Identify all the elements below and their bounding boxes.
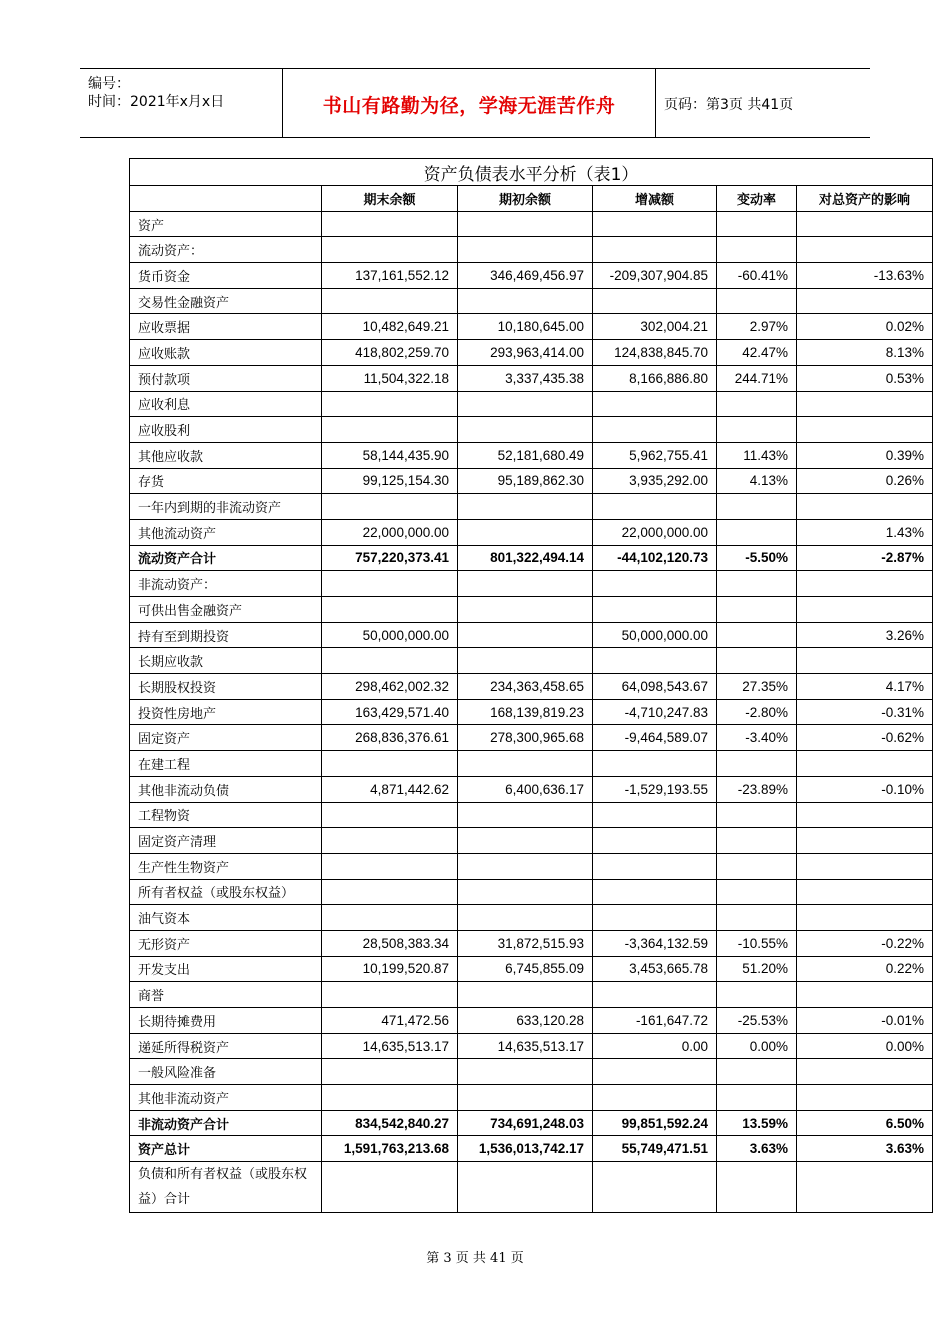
table-cell — [458, 879, 593, 905]
table-cell — [797, 1059, 933, 1085]
table-cell: 801,322,494.14 — [458, 545, 593, 571]
table-cell — [458, 622, 593, 648]
table-cell — [593, 905, 717, 931]
table-cell — [717, 1162, 797, 1213]
header-meta-cell — [80, 69, 283, 137]
table-cell — [593, 571, 717, 597]
table-cell — [458, 597, 593, 623]
table-cell: 27.35% — [717, 674, 797, 700]
table-cell: 0.00% — [797, 1033, 933, 1059]
table-cell — [593, 391, 717, 417]
table-cell — [322, 879, 458, 905]
table-cell: 1.43% — [797, 519, 933, 545]
page-footer: 第 3 页 共 41 页 — [426, 1251, 524, 1266]
table-cell: -60.41% — [717, 263, 797, 289]
table-cell — [458, 237, 593, 263]
table-cell — [593, 417, 717, 443]
table-cell: 3,453,665.78 — [593, 956, 717, 982]
table-cell — [717, 571, 797, 597]
header-motto: 书山有路勤为径，学海无涯苦作舟 — [322, 95, 616, 117]
table-row — [130, 751, 933, 777]
table-cell — [797, 1085, 933, 1111]
column-header: 期初余额 — [458, 186, 593, 212]
table-cell: 244.71% — [717, 365, 797, 391]
table-cell: -3,364,132.59 — [593, 930, 717, 956]
table-cell — [458, 1059, 593, 1085]
table-row — [130, 314, 933, 340]
table-row — [130, 699, 933, 725]
table-cell: 6.50% — [797, 1110, 933, 1136]
table-cell — [458, 1162, 593, 1213]
table-cell — [458, 648, 593, 674]
table-cell: 298,462,002.32 — [322, 674, 458, 700]
table-cell — [322, 905, 458, 931]
table-cell — [717, 417, 797, 443]
table-cell: -13.63% — [797, 263, 933, 289]
table-cell — [797, 494, 933, 520]
table-cell — [717, 211, 797, 237]
table-cell — [797, 417, 933, 443]
table-cell: 3,337,435.38 — [458, 365, 593, 391]
row-label: 非流动资产： — [130, 571, 322, 597]
table-cell — [593, 597, 717, 623]
table-row — [130, 956, 933, 982]
table-cell — [458, 828, 593, 854]
table-row — [130, 211, 933, 237]
table-row — [130, 905, 933, 931]
table-cell: 8.13% — [797, 340, 933, 366]
table-cell: 95,189,862.30 — [458, 468, 593, 494]
table-cell: 293,963,414.00 — [458, 340, 593, 366]
table-row — [130, 288, 933, 314]
table-cell: 0.22% — [797, 956, 933, 982]
table-cell — [717, 1059, 797, 1085]
table-cell: 3.63% — [797, 1136, 933, 1162]
table-cell — [458, 519, 593, 545]
table-cell: 4.13% — [717, 468, 797, 494]
row-label: 一年内到期的非流动资产 — [130, 494, 322, 520]
table-cell: 64,098,543.67 — [593, 674, 717, 700]
table-row — [130, 494, 933, 520]
table-row — [130, 468, 933, 494]
table-row — [130, 1059, 933, 1085]
row-label: 固定资产 — [130, 725, 322, 751]
table-row — [130, 1033, 933, 1059]
column-header: 对总资产的影响 — [797, 186, 933, 212]
table-cell: 22,000,000.00 — [322, 519, 458, 545]
table-row — [130, 776, 933, 802]
table-cell: 4,871,442.62 — [322, 776, 458, 802]
table-cell — [593, 494, 717, 520]
table-cell: 124,838,845.70 — [593, 340, 717, 366]
table-cell: 8,166,886.80 — [593, 365, 717, 391]
table-row — [130, 879, 933, 905]
header-motto-cell — [283, 69, 656, 137]
table-cell: 31,872,515.93 — [458, 930, 593, 956]
table-cell — [593, 853, 717, 879]
row-label: 油气资本 — [130, 905, 322, 931]
table-cell — [593, 982, 717, 1008]
table-row — [130, 391, 933, 417]
row-label: 预付款项 — [130, 365, 322, 391]
table-row — [130, 340, 933, 366]
table-cell — [322, 1162, 458, 1213]
table-cell: 278,300,965.68 — [458, 725, 593, 751]
table-cell — [797, 211, 933, 237]
row-label: 其他非流动负债 — [130, 776, 322, 802]
table-cell — [797, 648, 933, 674]
table-cell — [322, 853, 458, 879]
table-cell — [593, 1059, 717, 1085]
table-cell: 302,004.21 — [593, 314, 717, 340]
table-cell: 51.20% — [717, 956, 797, 982]
table-cell: -1,529,193.55 — [593, 776, 717, 802]
row-label: 其他应收款 — [130, 442, 322, 468]
row-label: 长期待摊费用 — [130, 1008, 322, 1034]
table-cell: -2.80% — [717, 699, 797, 725]
header-page-info: 页码：第3页 共41页 — [664, 97, 794, 113]
table-cell: 6,745,855.09 — [458, 956, 593, 982]
row-label: 负债和所有者权益（或股东权益）合计 — [130, 1162, 322, 1213]
row-label: 流动资产： — [130, 237, 322, 263]
table-row — [130, 1162, 933, 1213]
table-cell — [797, 751, 933, 777]
table-cell — [717, 751, 797, 777]
row-label: 资产总计 — [130, 1136, 322, 1162]
table-cell: 58,144,435.90 — [322, 442, 458, 468]
row-label: 应收利息 — [130, 391, 322, 417]
table-cell: 5,962,755.41 — [593, 442, 717, 468]
table-cell — [717, 648, 797, 674]
table-cell — [593, 237, 717, 263]
table-cell: -2.87% — [797, 545, 933, 571]
table-title: 资产负债表水平分析（表1） — [130, 159, 933, 186]
table-cell — [458, 211, 593, 237]
document-header — [80, 68, 870, 138]
table-cell — [322, 391, 458, 417]
table-cell: 52,181,680.49 — [458, 442, 593, 468]
table-cell — [797, 571, 933, 597]
row-label: 长期股权投资 — [130, 674, 322, 700]
row-label: 应收股利 — [130, 417, 322, 443]
row-label: 非流动资产合计 — [130, 1110, 322, 1136]
table-cell — [717, 1085, 797, 1111]
table-cell — [458, 802, 593, 828]
table-cell: 0.00 — [593, 1033, 717, 1059]
table-cell — [593, 648, 717, 674]
table-cell — [322, 288, 458, 314]
table-cell: -23.89% — [717, 776, 797, 802]
table-cell: -0.01% — [797, 1008, 933, 1034]
table-row — [130, 545, 933, 571]
table-cell: 99,851,592.24 — [593, 1110, 717, 1136]
table-cell — [593, 879, 717, 905]
row-label: 可供出售金融资产 — [130, 597, 322, 623]
table-cell — [593, 1162, 717, 1213]
table-cell — [322, 1085, 458, 1111]
table-cell — [717, 622, 797, 648]
row-label: 无形资产 — [130, 930, 322, 956]
column-header: 增减额 — [593, 186, 717, 212]
table-row — [130, 853, 933, 879]
table-cell — [322, 982, 458, 1008]
row-label: 开发支出 — [130, 956, 322, 982]
table-row — [130, 365, 933, 391]
table-cell — [797, 288, 933, 314]
table-cell — [717, 853, 797, 879]
table-body — [130, 211, 933, 1212]
table-cell — [593, 802, 717, 828]
table-cell — [717, 982, 797, 1008]
table-row — [130, 237, 933, 263]
table-cell: 11.43% — [717, 442, 797, 468]
table-row — [130, 982, 933, 1008]
table-cell — [458, 391, 593, 417]
table-cell — [797, 597, 933, 623]
table-cell: 734,691,248.03 — [458, 1110, 593, 1136]
table-cell — [322, 494, 458, 520]
table-cell — [458, 571, 593, 597]
table-cell — [322, 802, 458, 828]
table-cell: 6,400,636.17 — [458, 776, 593, 802]
table-cell — [322, 1059, 458, 1085]
table-cell — [322, 597, 458, 623]
table-cell: 99,125,154.30 — [322, 468, 458, 494]
row-label: 交易性金融资产 — [130, 288, 322, 314]
table-row — [130, 263, 933, 289]
table-cell — [458, 1085, 593, 1111]
table-cell — [797, 237, 933, 263]
row-label: 货币资金 — [130, 263, 322, 289]
row-label: 其他非流动资产 — [130, 1085, 322, 1111]
table-cell — [797, 905, 933, 931]
table-row — [130, 1110, 933, 1136]
table-cell: 471,472.56 — [322, 1008, 458, 1034]
table-cell: 234,363,458.65 — [458, 674, 593, 700]
document-time-label: 时间：2021年x月x日 — [88, 94, 225, 110]
row-label: 其他流动资产 — [130, 519, 322, 545]
row-label: 长期应收款 — [130, 648, 322, 674]
table-header-row — [130, 186, 933, 212]
table-cell — [322, 417, 458, 443]
table-row — [130, 597, 933, 623]
table-cell: -10.55% — [717, 930, 797, 956]
row-label: 应收票据 — [130, 314, 322, 340]
row-label: 在建工程 — [130, 751, 322, 777]
column-header — [130, 186, 322, 212]
table-cell: -161,647.72 — [593, 1008, 717, 1034]
table-cell — [717, 391, 797, 417]
header-page-cell — [656, 69, 870, 137]
table-cell — [797, 828, 933, 854]
table-row — [130, 648, 933, 674]
table-cell: 0.53% — [797, 365, 933, 391]
row-label: 商誉 — [130, 982, 322, 1008]
row-label: 工程物资 — [130, 802, 322, 828]
table-row — [130, 828, 933, 854]
table-cell: 13.59% — [717, 1110, 797, 1136]
table-title-row — [130, 159, 933, 186]
table-cell — [717, 494, 797, 520]
table-row — [130, 1136, 933, 1162]
table-cell — [322, 237, 458, 263]
table-cell: 4.17% — [797, 674, 933, 700]
table-cell — [593, 828, 717, 854]
table-cell — [797, 1162, 933, 1213]
table-cell — [322, 828, 458, 854]
column-header: 期末余额 — [322, 186, 458, 212]
table-cell — [458, 494, 593, 520]
row-label: 存货 — [130, 468, 322, 494]
table-cell: 10,482,649.21 — [322, 314, 458, 340]
table-row — [130, 417, 933, 443]
table-cell: 14,635,513.17 — [458, 1033, 593, 1059]
table-cell: -0.10% — [797, 776, 933, 802]
row-label: 流动资产合计 — [130, 545, 322, 571]
table-cell: 418,802,259.70 — [322, 340, 458, 366]
table-cell — [322, 571, 458, 597]
table-cell — [458, 982, 593, 1008]
table-cell: 3,935,292.00 — [593, 468, 717, 494]
table-cell: -4,710,247.83 — [593, 699, 717, 725]
table-cell — [717, 802, 797, 828]
row-label: 生产性生物资产 — [130, 853, 322, 879]
balance-sheet-table — [129, 158, 933, 1213]
table-row — [130, 1008, 933, 1034]
table-cell: 22,000,000.00 — [593, 519, 717, 545]
table-cell: 633,120.28 — [458, 1008, 593, 1034]
table-cell: 346,469,456.97 — [458, 263, 593, 289]
table-row — [130, 802, 933, 828]
row-label: 持有至到期投资 — [130, 622, 322, 648]
table-cell — [717, 519, 797, 545]
table-cell: -44,102,120.73 — [593, 545, 717, 571]
table-cell: -0.31% — [797, 699, 933, 725]
row-label: 固定资产清理 — [130, 828, 322, 854]
table-cell — [797, 879, 933, 905]
row-label: 投资性房地产 — [130, 699, 322, 725]
table-cell: 3.26% — [797, 622, 933, 648]
table-cell — [322, 648, 458, 674]
table-cell: 168,139,819.23 — [458, 699, 593, 725]
table-row — [130, 674, 933, 700]
row-label: 资产 — [130, 211, 322, 237]
table-cell: -5.50% — [717, 545, 797, 571]
row-label: 所有者权益（或股东权益） — [130, 879, 322, 905]
table-cell: -0.22% — [797, 930, 933, 956]
table-row — [130, 725, 933, 751]
table-cell — [593, 1085, 717, 1111]
table-cell: 834,542,840.27 — [322, 1110, 458, 1136]
table-cell: 11,504,322.18 — [322, 365, 458, 391]
table-cell — [797, 853, 933, 879]
table-cell — [717, 288, 797, 314]
table-row — [130, 930, 933, 956]
table-cell: 10,199,520.87 — [322, 956, 458, 982]
table-cell — [458, 905, 593, 931]
table-cell: 3.63% — [717, 1136, 797, 1162]
table-cell — [322, 751, 458, 777]
row-label: 应收账款 — [130, 340, 322, 366]
table-cell — [717, 905, 797, 931]
table-cell: -25.53% — [717, 1008, 797, 1034]
table-cell: 55,749,471.51 — [593, 1136, 717, 1162]
table-cell: 268,836,376.61 — [322, 725, 458, 751]
table-cell — [797, 802, 933, 828]
table-cell — [717, 597, 797, 623]
table-cell: -3.40% — [717, 725, 797, 751]
table-cell: 0.02% — [797, 314, 933, 340]
table-cell: 2.97% — [717, 314, 797, 340]
table-cell: 1,536,013,742.17 — [458, 1136, 593, 1162]
table-cell: 137,161,552.12 — [322, 263, 458, 289]
row-label: 一般风险准备 — [130, 1059, 322, 1085]
table-cell — [458, 288, 593, 314]
table-cell: -209,307,904.85 — [593, 263, 717, 289]
column-header: 变动率 — [717, 186, 797, 212]
table-cell — [458, 853, 593, 879]
table-cell: 10,180,645.00 — [458, 314, 593, 340]
table-cell: -9,464,589.07 — [593, 725, 717, 751]
table-cell — [593, 288, 717, 314]
table-cell — [593, 211, 717, 237]
table-cell — [322, 211, 458, 237]
table-cell: 50,000,000.00 — [593, 622, 717, 648]
table-cell — [717, 237, 797, 263]
table-row — [130, 571, 933, 597]
table-cell: 0.00% — [717, 1033, 797, 1059]
table-row — [130, 442, 933, 468]
table-cell: 0.26% — [797, 468, 933, 494]
table-cell — [458, 417, 593, 443]
table-cell: 28,508,383.34 — [322, 930, 458, 956]
table-cell: 42.47% — [717, 340, 797, 366]
table-row — [130, 1085, 933, 1111]
table-cell — [458, 751, 593, 777]
table-cell: 0.39% — [797, 442, 933, 468]
table-cell: 1,591,763,213.68 — [322, 1136, 458, 1162]
table-cell — [717, 879, 797, 905]
row-label: 递延所得税资产 — [130, 1033, 322, 1059]
table-cell — [717, 828, 797, 854]
table-cell: 163,429,571.40 — [322, 699, 458, 725]
table-cell — [797, 982, 933, 1008]
table-cell: 14,635,513.17 — [322, 1033, 458, 1059]
table-cell — [593, 751, 717, 777]
document-number-label: 编号： — [88, 76, 130, 92]
table-row — [130, 622, 933, 648]
table-cell — [797, 391, 933, 417]
table-cell: -0.62% — [797, 725, 933, 751]
table-row — [130, 519, 933, 545]
table-cell: 757,220,373.41 — [322, 545, 458, 571]
table-cell: 50,000,000.00 — [322, 622, 458, 648]
